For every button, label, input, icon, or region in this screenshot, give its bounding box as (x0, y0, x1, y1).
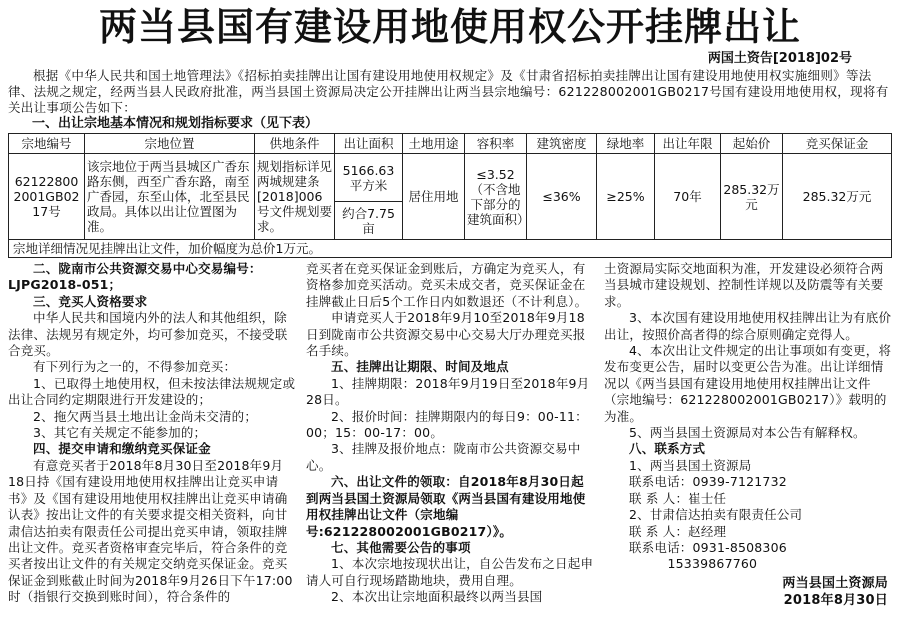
column-2 (306, 261, 594, 609)
doc-number: 两国土资告[2018]02号 (707, 51, 852, 66)
header-far: 容积率 (465, 134, 527, 154)
table-header-row (9, 134, 892, 154)
paragraph: 3、本次国有建设用地使用权挂牌出让为有底价出让，按照价高者得的综合原则确定竞得人。 (604, 310, 892, 342)
body-columns (8, 261, 892, 609)
cell-far: ≤3.52（不含地下部分的建筑面积） (465, 154, 527, 240)
paragraph: 有下列行为之一的，不得参加竞买： (33, 359, 237, 375)
section-heading: 五、挂牌出让期限、时间及地点 (331, 359, 509, 375)
section-heading: 六、出让文件的领取：自2018年8月30日起到两当县国土资源局领取《两当县国有建设用地使用权挂牌出让文件（宗地编号:621228002001GB0217）》。 (306, 474, 586, 539)
cell-supply: 规划指标详见两城规建条[2018]006号文件规划要求。 (255, 154, 335, 240)
paragraph: 5、两当县国土资源局对本公告有解释权。 (629, 425, 866, 441)
notice-title: 两当县国有建设用地使用权公开挂牌出让 (98, 5, 801, 49)
paragraph: 2、本次出让宗地面积最终以两当县国 (331, 589, 543, 605)
section-heading: 二、陇南市公共资源交易中心交易编号：LJPG2018-051； (8, 261, 262, 293)
paragraph: 2、拖欠两当县土地出让金尚未交清的； (33, 408, 258, 424)
paragraph: 土资源局实际交地面积为准，开发建设必须符合两当县城市建设规划、控制性详规以及防震等有关要求。 (604, 261, 884, 309)
table-note-row (9, 240, 892, 258)
header-use: 土地用途 (403, 134, 465, 154)
paragraph: 竞买者在竞买保证金到账后，方确定为竞买人，有资格参加竞买活动。竞买未成交者，竞买保证金在挂牌截止日后5个工作日内如数退还（不计利息）。 (306, 261, 588, 309)
paragraph: 4、本次出让文件规定的出让事项如有变更，将发布变更公告，届时以变更公告为准。出让详细情况以《两当县国有建设用地使用权挂牌出让文件（宗地编号：621228002001GB0217）》载明的为准。 (604, 343, 892, 424)
paragraph: 中华人民共和国境内外的法人和其他组织，除法律、法规另有规定外，均可参加竞买，不接受联合竞买。 (8, 310, 288, 359)
cell-start-price: 285.32万元 (721, 154, 783, 240)
cell-deposit: 285.32万元 (783, 154, 892, 240)
intro-paragraph: 根据《中华人民共和国土地管理法》《招标拍卖挂牌出让国有建设用地使用权规定》及《甘肃省招标拍卖挂牌出让国有建设用地使用权实施细则》等法律、法规之规定，经两当县人民政府批准，两当县国土资源局决定公开挂牌出让两当县宗地编号：621228002001GB0217号国有建设用地使用权，现将有关出让事项公告如下： (8, 68, 889, 115)
column-3 (604, 261, 892, 609)
cell-green: ≥25% (597, 154, 655, 240)
header-supply: 供地条件 (255, 134, 335, 154)
paragraph: 联系电话：0931-8508306 (629, 539, 787, 555)
cell-area-mu: 约合7.75亩 (335, 202, 403, 240)
paragraph: 1、本次宗地按现状出让，自公告发布之日起申请人可自行现场踏勘地块，费用自理。 (306, 556, 594, 588)
paragraph: 1、挂牌期限：2018年9月19日至2018年9月28日。 (306, 375, 590, 408)
paragraph: 2、报价时间：挂牌期限内的每日9：00-11：00；15：00-17：00。 (306, 408, 588, 441)
section-heading: 三、竞买人资格要求 (33, 293, 148, 309)
paragraph: 联 系 人：崔士任 (629, 490, 727, 506)
paragraph: 有意竞买者于2018年8月30日至2018年9月18日持《国有建设用地使用权挂牌出让竞买申请书》及《国有建设用地使用权挂牌出让竞买申请确认表》按出让文件的有关要求提交相关资料，向甘肃信达拍卖有限责任公司提出竞买申请，领取挂牌出让文件。竞买者资格审查完毕后，符合条件的竞买者按出让文件的有关规定交纳竞买保证金。竞买保证金到账截止时间为2018年9月26日下午17:00时（指银行交换到账时间），符合条件的 (8, 457, 293, 605)
header-years: 出让年限 (655, 134, 721, 154)
cell-density: ≤36% (527, 154, 597, 240)
section-heading: 八、联系方式 (629, 441, 706, 457)
cell-years: 70年 (655, 154, 721, 240)
header-deposit: 竞买保证金 (783, 134, 892, 154)
cell-use: 居住用地 (403, 154, 465, 240)
paragraph: 联系电话：0939-7121732 (629, 474, 787, 490)
column-1 (8, 261, 296, 609)
table-note: 宗地详细情况见挂牌出让文件，加价幅度为总价1万元。 (9, 240, 892, 258)
paragraph: 3、挂牌及报价地点：陇南市公共资源交易中心。 (306, 441, 581, 473)
section-heading: 七、其他需要公告的事项 (331, 539, 471, 555)
section-heading: 四、提交申请和缴纳竞买保证金 (33, 441, 211, 457)
paragraph: 1、已取得土地使用权，但未按法律法规规定或出让合同约定期限进行开发建设的； (8, 375, 296, 408)
paragraph: 申请竞买人于2018年9月10至2018年9月18日到陇南市公共资源交易中心交易大厅办理竞买报名手续。 (306, 310, 586, 359)
table-row (9, 154, 892, 202)
signature-org: 两当县国土资源局 (782, 575, 888, 591)
paragraph: 1、两当县国土资源局 (629, 457, 752, 473)
cell-area-sqm: 5166.63平方米 (335, 154, 403, 202)
parcel-table (8, 133, 892, 258)
paragraph: 联 系 人：赵经理 (629, 523, 727, 539)
header-green: 绿地率 (597, 134, 655, 154)
cell-location: 该宗地位于两当县城区广香东路东侧，西至广香东路，南至广香园，东至山体，北至县民政局。具体以出让位置图为准。 (85, 154, 255, 240)
paragraph: 2、甘肃信达拍卖有限责任公司 (629, 507, 803, 523)
header-area: 出让面积 (335, 134, 403, 154)
header-density: 建筑密度 (527, 134, 597, 154)
header-location: 宗地位置 (85, 134, 255, 154)
section-1-title: 一、出让宗地基本情况和规划指标要求（见下表） (32, 116, 319, 131)
paragraph: 3、其它有关规定不能参加的； (33, 425, 207, 441)
signature-date: 2018年8月30日 (783, 592, 888, 608)
cell-parcel-id: 621228002001GB0217号 (9, 154, 85, 240)
header-start-price: 起始价 (721, 134, 783, 154)
column-3-body (604, 261, 892, 573)
paragraph: 15339867760 (604, 556, 758, 572)
header-parcel-id: 宗地编号 (9, 134, 85, 154)
